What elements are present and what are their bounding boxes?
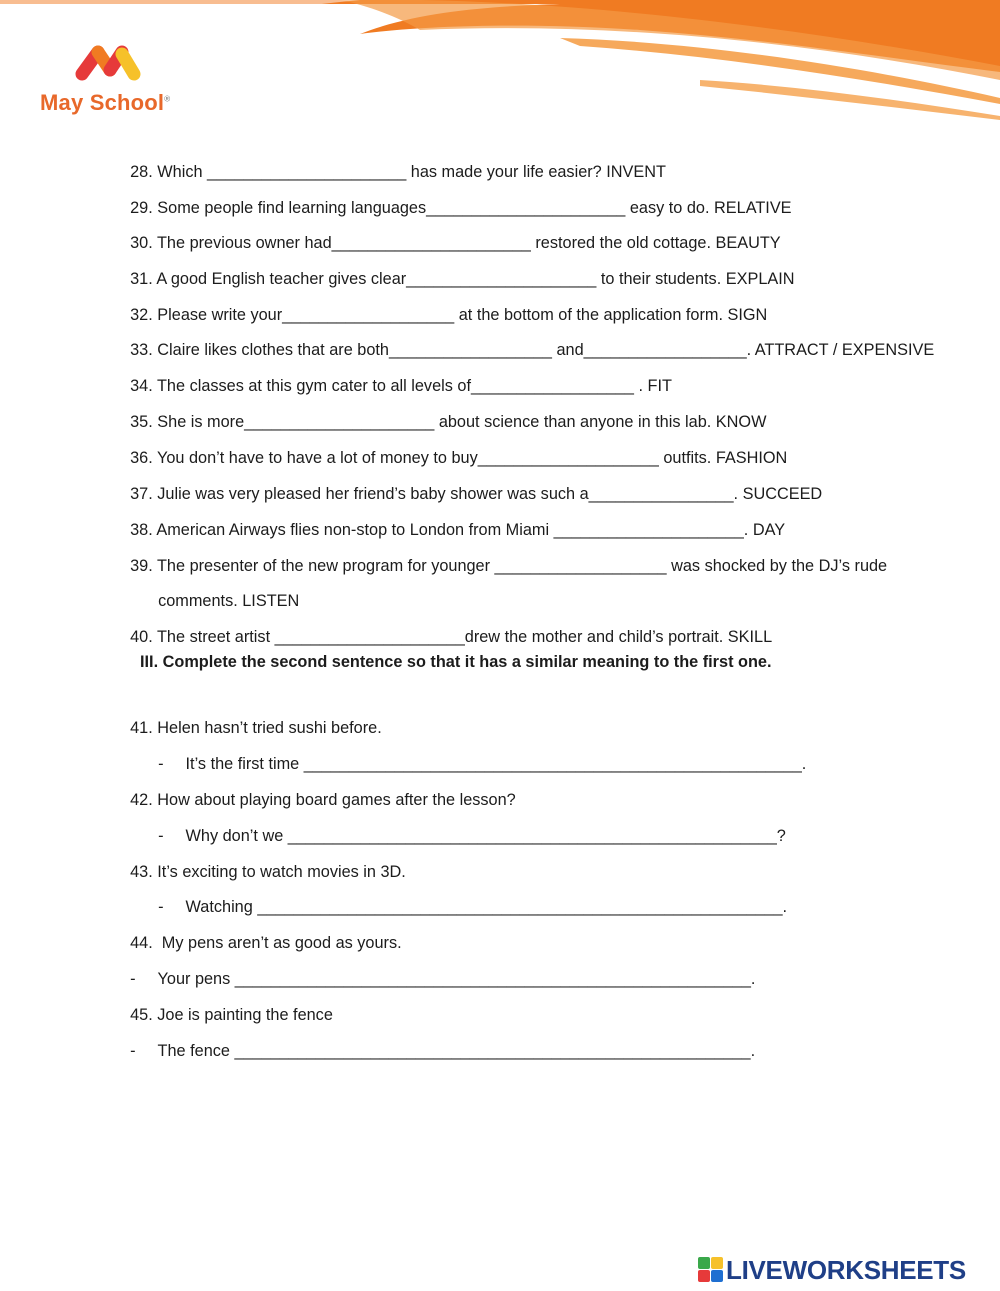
answer-prompt: Watching __________________________________________________________. xyxy=(185,898,788,916)
dash-marker: - xyxy=(130,970,136,988)
answer-45 xyxy=(112,1021,755,1081)
question-text: Claire likes clothes that are both__________________ and__________________. ATTRACT / EXPENSIVE xyxy=(157,341,935,359)
question-number: 41. xyxy=(130,719,153,737)
question-text: Which ______________________ has made your life easier? INVENT xyxy=(157,163,666,181)
liveworksheets-logo-icon xyxy=(698,1257,724,1283)
question-text: The street artist _____________________drew the mother and child’s portrait. SKILL xyxy=(156,628,773,646)
dash-marker: - xyxy=(158,898,164,916)
question-number: 31. xyxy=(130,270,153,288)
question-text: Please write your___________________ at the bottom of the application form. SIGN xyxy=(157,306,768,324)
question-number: 40. xyxy=(130,628,153,646)
question-text: The previous owner had______________________ restored the old cottage. BEAUTY xyxy=(156,234,781,252)
question-number: 44. xyxy=(130,934,153,952)
question-number: 28. xyxy=(130,163,153,181)
answer-prompt: It’s the first time _______________________________________________________. xyxy=(185,755,807,773)
question-text: Helen hasn’t tried sushi before. xyxy=(157,719,382,737)
liveworksheets-wordmark: LIVEWORKSHEETS xyxy=(726,1254,966,1285)
dash-marker: - xyxy=(158,827,164,845)
answer-prompt: The fence _________________________________________________________. xyxy=(157,1042,756,1060)
registered-mark: ® xyxy=(164,94,171,104)
question-text: American Airways flies non-stop to London from Miami _____________________. DAY xyxy=(156,521,786,539)
question-number: 42. xyxy=(130,791,153,809)
section-heading: III. Complete the second sentence so that it has a similar meaning to the first one. xyxy=(140,653,772,671)
question-number: 33. xyxy=(130,341,153,359)
question-text: It’s exciting to watch movies in 3D. xyxy=(157,863,406,881)
question-number: 38. xyxy=(130,521,153,539)
question-text: My pens aren’t as good as yours. xyxy=(152,934,402,952)
question-text-continued: comments. LISTEN xyxy=(158,592,300,610)
question-text: The classes at this gym cater to all levels of__________________ . FIT xyxy=(156,377,672,395)
question-number: 37. xyxy=(130,485,153,503)
question-text: Joe is painting the fence xyxy=(157,1006,333,1024)
liveworksheets-brand xyxy=(698,1255,966,1285)
question-number: 29. xyxy=(130,199,153,217)
question-number: 30. xyxy=(130,234,153,252)
question-text: A good English teacher gives clear_____________________ to their students. EXPLAIN xyxy=(156,270,795,288)
question-text: Some people find learning languages______________________ easy to do. RELATIVE xyxy=(157,199,792,217)
logo-wordmark xyxy=(40,90,170,116)
question-text: She is more_____________________ about science than anyone in this lab. KNOW xyxy=(157,413,767,431)
logo-text: May School xyxy=(40,90,165,115)
question-text: Julie was very pleased her friend’s baby shower was such a________________. SUCCEED xyxy=(157,485,823,503)
question-number: 43. xyxy=(130,863,153,881)
question-text: The presenter of the new program for younger ___________________ was shocked by the DJ’s rude xyxy=(156,557,888,575)
dash-marker: - xyxy=(130,1042,136,1060)
question-number: 45. xyxy=(130,1006,153,1024)
question-text: You don’t have to have a lot of money to buy____________________ outfits. FASHION xyxy=(156,449,788,467)
dash-marker: - xyxy=(158,755,164,773)
question-number: 34. xyxy=(130,377,153,395)
question-number: 32. xyxy=(130,306,153,324)
answer-prompt: Your pens _________________________________________________________. xyxy=(157,970,756,988)
question-text: How about playing board games after the lesson? xyxy=(157,791,516,809)
question-number: 36. xyxy=(130,449,153,467)
answer-prompt: Why don’t we ______________________________________________________? xyxy=(185,827,786,845)
question-number: 39. xyxy=(130,557,153,575)
question-number: 35. xyxy=(130,413,153,431)
